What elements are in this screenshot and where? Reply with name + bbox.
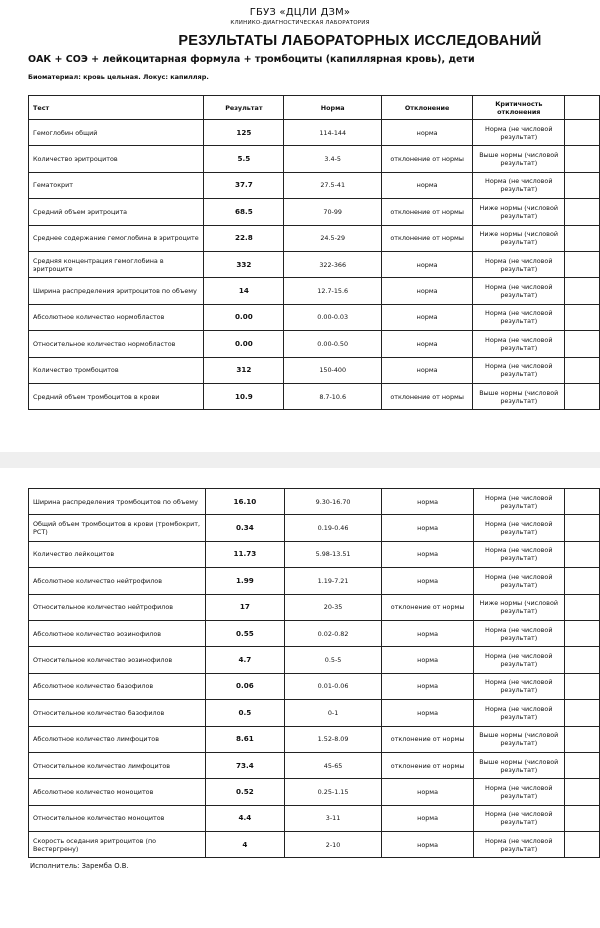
criticality-cell: Ниже нормы (числовой результат) bbox=[473, 594, 564, 620]
extra-cell bbox=[564, 700, 599, 726]
test-name-cell: Гематокрит bbox=[29, 172, 204, 198]
test-name-cell: Относительное количество лимфоцитов bbox=[29, 752, 206, 778]
extra-cell bbox=[564, 647, 599, 673]
result-cell: 22.8 bbox=[204, 225, 284, 251]
table-row bbox=[29, 673, 600, 699]
result-cell: 14 bbox=[204, 278, 284, 304]
test-name-cell: Относительное количество эозинофилов bbox=[29, 647, 206, 673]
result-cell: 0.34 bbox=[206, 515, 285, 541]
test-name-cell: Относительное количество моноцитов bbox=[29, 805, 206, 831]
test-name-cell: Абсолютное количество нейтрофилов bbox=[29, 568, 206, 594]
results-table-page-1 bbox=[28, 95, 600, 410]
criticality-cell: Норма (не числовой результат) bbox=[473, 647, 564, 673]
norm-cell: 150-400 bbox=[284, 357, 381, 383]
deviation-cell: норма bbox=[382, 673, 473, 699]
norm-cell: 0.5-5 bbox=[284, 647, 382, 673]
extra-cell bbox=[565, 120, 600, 146]
criticality-cell: Норма (не числовой результат) bbox=[473, 278, 565, 304]
table-row bbox=[29, 568, 600, 594]
deviation-cell: норма bbox=[381, 120, 472, 146]
norm-cell: 0.00-0.03 bbox=[284, 304, 381, 330]
result-cell: 4.4 bbox=[206, 805, 285, 831]
table-row bbox=[29, 304, 600, 330]
result-cell: 1.99 bbox=[206, 568, 285, 594]
deviation-cell: норма bbox=[382, 489, 473, 515]
table-row bbox=[29, 489, 600, 515]
result-cell: 4 bbox=[206, 832, 285, 858]
norm-cell: 3.4-5 bbox=[284, 146, 381, 172]
test-name-cell: Абсолютное количество моноцитов bbox=[29, 779, 206, 805]
extra-cell bbox=[565, 278, 600, 304]
extra-cell bbox=[565, 304, 600, 330]
deviation-cell: норма bbox=[381, 278, 472, 304]
column-header-norm: Норма bbox=[284, 96, 381, 120]
test-name-cell: Среднее содержание гемоглобина в эритроците bbox=[29, 225, 204, 251]
deviation-cell: норма bbox=[381, 251, 472, 277]
norm-cell: 5.98-13.51 bbox=[284, 541, 382, 567]
table-row bbox=[29, 251, 600, 277]
result-cell: 0.52 bbox=[206, 779, 285, 805]
table-row bbox=[29, 331, 600, 357]
test-name-cell: Количество лейкоцитов bbox=[29, 541, 206, 567]
criticality-cell: Норма (не числовой результат) bbox=[473, 700, 564, 726]
report-page-1 bbox=[0, 0, 600, 452]
criticality-cell: Норма (не числовой результат) bbox=[473, 331, 565, 357]
result-cell: 0.06 bbox=[206, 673, 285, 699]
criticality-cell: Норма (не числовой результат) bbox=[473, 489, 564, 515]
deviation-cell: отклонение от нормы bbox=[381, 199, 472, 225]
extra-cell bbox=[564, 726, 599, 752]
table-row bbox=[29, 278, 600, 304]
column-header-criticality: Критичность отклонения bbox=[473, 96, 565, 120]
test-name-cell: Средний объем тромбоцитов в крови bbox=[29, 383, 204, 409]
extra-cell bbox=[565, 357, 600, 383]
deviation-cell: норма bbox=[382, 700, 473, 726]
test-name-cell: Абсолютное количество базофилов bbox=[29, 673, 206, 699]
result-cell: 125 bbox=[204, 120, 284, 146]
extra-cell bbox=[565, 199, 600, 225]
norm-cell: 114-144 bbox=[284, 120, 381, 146]
result-cell: 8.61 bbox=[206, 726, 285, 752]
result-cell: 17 bbox=[206, 594, 285, 620]
biomaterial-info: Биоматериал: кровь цельная. Локус: капилляр. bbox=[28, 73, 209, 81]
deviation-cell: норма bbox=[382, 541, 473, 567]
org-name: ГБУЗ «ДЦЛИ ДЗМ» bbox=[249, 7, 351, 18]
norm-cell: 322-366 bbox=[284, 251, 381, 277]
test-panel-title: ОАК + СОЭ + лейкоцитарная формула + тромбоциты (капиллярная кровь), дети bbox=[28, 54, 475, 65]
extra-cell bbox=[564, 515, 599, 541]
deviation-cell: норма bbox=[382, 647, 473, 673]
norm-cell: 0.00-0.50 bbox=[284, 331, 381, 357]
extra-cell bbox=[565, 172, 600, 198]
result-cell: 37.7 bbox=[204, 172, 284, 198]
deviation-cell: норма bbox=[381, 357, 472, 383]
result-cell: 4.7 bbox=[206, 647, 285, 673]
norm-cell: 3-11 bbox=[284, 805, 382, 831]
test-name-cell: Абсолютное количество нормобластов bbox=[29, 304, 204, 330]
test-name-cell: Относительное количество нормобластов bbox=[29, 331, 204, 357]
criticality-cell: Норма (не числовой результат) bbox=[473, 515, 564, 541]
test-name-cell: Количество эритроцитов bbox=[29, 146, 204, 172]
deviation-cell: норма bbox=[382, 805, 473, 831]
deviation-cell: норма bbox=[381, 304, 472, 330]
table-row bbox=[29, 383, 600, 409]
criticality-cell: Норма (не числовой результат) bbox=[473, 673, 564, 699]
criticality-cell: Норма (не числовой результат) bbox=[473, 620, 564, 646]
column-header-deviation: Отклонение bbox=[381, 96, 472, 120]
results-rows-page-2 bbox=[29, 489, 600, 858]
norm-cell: 20-35 bbox=[284, 594, 382, 620]
deviation-cell: норма bbox=[382, 620, 473, 646]
extra-cell bbox=[565, 331, 600, 357]
norm-cell: 0-1 bbox=[284, 700, 382, 726]
result-cell: 0.55 bbox=[206, 620, 285, 646]
norm-cell: 70-99 bbox=[284, 199, 381, 225]
extra-cell bbox=[565, 225, 600, 251]
extra-cell bbox=[564, 805, 599, 831]
test-name-cell: Средний объем эритроцита bbox=[29, 199, 204, 225]
deviation-cell: отклонение от нормы bbox=[381, 146, 472, 172]
result-cell: 16.10 bbox=[206, 489, 285, 515]
extra-cell bbox=[564, 541, 599, 567]
deviation-cell: норма bbox=[382, 832, 473, 858]
table-row bbox=[29, 832, 600, 858]
extra-cell bbox=[565, 146, 600, 172]
result-cell: 0.00 bbox=[204, 304, 284, 330]
deviation-cell: отклонение от нормы bbox=[381, 383, 472, 409]
result-cell: 312 bbox=[204, 357, 284, 383]
criticality-cell: Норма (не числовой результат) bbox=[473, 120, 565, 146]
criticality-cell: Ниже нормы (числовой результат) bbox=[473, 225, 565, 251]
test-name-cell: Абсолютное количество эозинофилов bbox=[29, 620, 206, 646]
extra-cell bbox=[564, 620, 599, 646]
deviation-cell: отклонение от нормы bbox=[381, 225, 472, 251]
extra-cell bbox=[564, 779, 599, 805]
table-row bbox=[29, 752, 600, 778]
test-name-cell: Средняя концентрация гемоглобина в эритроците bbox=[29, 251, 204, 277]
result-cell: 11.73 bbox=[206, 541, 285, 567]
norm-cell: 1.52-8.09 bbox=[284, 726, 382, 752]
extra-cell bbox=[564, 568, 599, 594]
criticality-cell: Норма (не числовой результат) bbox=[473, 805, 564, 831]
table-row bbox=[29, 700, 600, 726]
deviation-cell: отклонение от нормы bbox=[382, 752, 473, 778]
norm-cell: 0.01-0.06 bbox=[284, 673, 382, 699]
extra-cell bbox=[564, 594, 599, 620]
extra-cell bbox=[564, 489, 599, 515]
table-row bbox=[29, 172, 600, 198]
table-row bbox=[29, 357, 600, 383]
table-row bbox=[29, 199, 600, 225]
deviation-cell: норма bbox=[382, 515, 473, 541]
test-name-cell: Гемоглобин общий bbox=[29, 120, 204, 146]
criticality-cell: Норма (не числовой результат) bbox=[473, 568, 564, 594]
criticality-cell: Выше нормы (числовой результат) bbox=[473, 146, 565, 172]
criticality-cell: Норма (не числовой результат) bbox=[473, 779, 564, 805]
table-header-row bbox=[29, 96, 600, 120]
executor-signature: Исполнитель: Заремба О.В. bbox=[30, 862, 129, 870]
norm-cell: 0.02-0.82 bbox=[284, 620, 382, 646]
criticality-cell: Норма (не числовой результат) bbox=[473, 832, 564, 858]
test-name-cell: Относительное количество нейтрофилов bbox=[29, 594, 206, 620]
norm-cell: 24.5-29 bbox=[284, 225, 381, 251]
report-page-2 bbox=[0, 468, 600, 928]
extra-cell bbox=[564, 832, 599, 858]
result-cell: 10.9 bbox=[204, 383, 284, 409]
test-name-cell: Ширина распределения эритроцитов по объему bbox=[29, 278, 204, 304]
result-cell: 5.5 bbox=[204, 146, 284, 172]
deviation-cell: норма bbox=[382, 779, 473, 805]
report-title: РЕЗУЛЬТАТЫ ЛАБОРАТОРНЫХ ИССЛЕДОВАНИЙ bbox=[178, 33, 542, 49]
criticality-cell: Норма (не числовой результат) bbox=[473, 251, 565, 277]
table-row bbox=[29, 620, 600, 646]
norm-cell: 45-65 bbox=[284, 752, 382, 778]
criticality-cell: Норма (не числовой результат) bbox=[473, 541, 564, 567]
deviation-cell: норма bbox=[381, 172, 472, 198]
test-name-cell: Количество тромбоцитов bbox=[29, 357, 204, 383]
norm-cell: 9.30-16.70 bbox=[284, 489, 382, 515]
criticality-cell: Выше нормы (числовой результат) bbox=[473, 752, 564, 778]
result-cell: 332 bbox=[204, 251, 284, 277]
result-cell: 73.4 bbox=[206, 752, 285, 778]
deviation-cell: отклонение от нормы bbox=[382, 726, 473, 752]
table-row bbox=[29, 726, 600, 752]
table-row bbox=[29, 120, 600, 146]
table-row bbox=[29, 225, 600, 251]
deviation-cell: норма bbox=[382, 568, 473, 594]
column-header-test: Тест bbox=[29, 96, 204, 120]
extra-cell bbox=[564, 673, 599, 699]
deviation-cell: норма bbox=[381, 331, 472, 357]
table-row bbox=[29, 779, 600, 805]
column-header-extra bbox=[565, 96, 600, 120]
table-row bbox=[29, 146, 600, 172]
test-name-cell: Абсолютное количество лимфоцитов bbox=[29, 726, 206, 752]
extra-cell bbox=[564, 752, 599, 778]
test-name-cell: Скорость оседания эритроцитов (по Вестергрену) bbox=[29, 832, 206, 858]
table-row bbox=[29, 541, 600, 567]
norm-cell: 0.25-1.15 bbox=[284, 779, 382, 805]
result-cell: 0.5 bbox=[206, 700, 285, 726]
test-name-cell: Общий объем тромбоцитов в крови (тромбокрит, PCT) bbox=[29, 515, 206, 541]
lab-name: КЛИНИКО-ДИАГНОСТИЧЕСКАЯ ЛАБОРАТОРИЯ bbox=[230, 20, 370, 26]
page-gap bbox=[0, 452, 600, 468]
column-header-result: Результат bbox=[204, 96, 284, 120]
test-name-cell: Ширина распределения тромбоцитов по объему bbox=[29, 489, 206, 515]
norm-cell: 0.19-0.46 bbox=[284, 515, 382, 541]
table-row bbox=[29, 594, 600, 620]
test-name-cell: Относительное количество базофилов bbox=[29, 700, 206, 726]
results-table-page-2 bbox=[28, 488, 600, 858]
extra-cell bbox=[565, 383, 600, 409]
deviation-cell: отклонение от нормы bbox=[382, 594, 473, 620]
extra-cell bbox=[565, 251, 600, 277]
norm-cell: 8.7-10.6 bbox=[284, 383, 381, 409]
table-row bbox=[29, 805, 600, 831]
criticality-cell: Норма (не числовой результат) bbox=[473, 172, 565, 198]
criticality-cell: Ниже нормы (числовой результат) bbox=[473, 199, 565, 225]
criticality-cell: Норма (не числовой результат) bbox=[473, 357, 565, 383]
norm-cell: 12.7-15.6 bbox=[284, 278, 381, 304]
table-row bbox=[29, 515, 600, 541]
criticality-cell: Норма (не числовой результат) bbox=[473, 304, 565, 330]
norm-cell: 1.19-7.21 bbox=[284, 568, 382, 594]
result-cell: 68.5 bbox=[204, 199, 284, 225]
norm-cell: 2-10 bbox=[284, 832, 382, 858]
criticality-cell: Выше нормы (числовой результат) bbox=[473, 726, 564, 752]
result-cell: 0.00 bbox=[204, 331, 284, 357]
norm-cell: 27.5-41 bbox=[284, 172, 381, 198]
table-row bbox=[29, 647, 600, 673]
results-rows-page-1 bbox=[29, 120, 600, 410]
criticality-cell: Выше нормы (числовой результат) bbox=[473, 383, 565, 409]
